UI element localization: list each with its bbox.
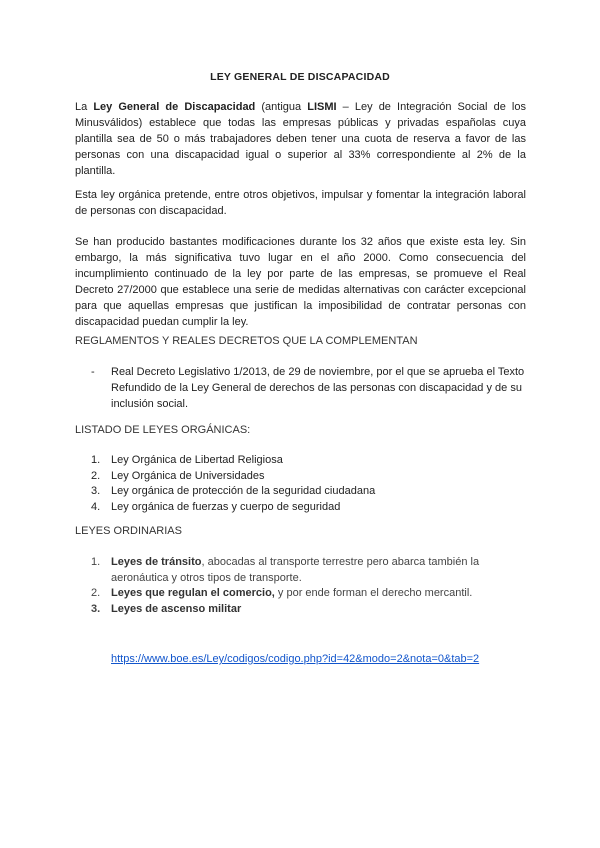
list-item-text: Ley orgánica de fuerzas y cuerpo de seguridad — [111, 500, 341, 513]
list-item — [75, 469, 526, 485]
list-number: 1. — [91, 454, 101, 466]
bold-term: Leyes que regulan el comercio, — [111, 587, 275, 599]
list-number: 4. — [91, 500, 101, 513]
list-item-text: Ley Orgánica de Libertad Religiosa — [111, 454, 283, 466]
bold-term: Leyes de tránsito — [111, 556, 202, 568]
list-item — [75, 586, 505, 602]
section-heading-reglamentos: REGLAMENTOS Y REALES DECRETOS QUE LA COMPLEMENTAN — [75, 335, 418, 347]
text: – Ley de Integración Social de los Minusválidos) establece que todas las empresas públicas y privadas españolas cuya plantilla sea de 50 o más trabajadores deben tener una cuota de reserva a favor de las personas con una discapacidad igual o superior al 33% correspondiente al 2% de la plantilla. — [75, 101, 526, 177]
list-item-text: Real Decreto Legislativo 1/2013, de 29 de noviembre, por el que se aprueba el Texto Refundido de la Ley General de derechos de las personas con discapacidad y de su inclusión social. — [111, 366, 525, 410]
list-number: 3. — [91, 602, 101, 615]
dash-marker: - — [91, 366, 95, 378]
modifications-paragraph: Se han producido bastantes modificaciones durante los 32 años que existe esta ley. Sin embargo, la más significativa tuvo lugar en el año 2000. Como consecuencia del incumplimiento continuado de la ley por parte de las empresas, se promueve el Real Decreto 27/2000 que establece una serie de medidas alternativas con carácter excepcional para que aquellas empresas que justifican la imposibilidad de contratar personas con discapacidad puedan cumplir la ley. — [75, 236, 526, 328]
list-number: 2. — [91, 469, 101, 482]
organicas-list — [75, 453, 526, 515]
text: La — [75, 101, 94, 113]
list-item — [75, 555, 505, 586]
list-item — [75, 484, 526, 500]
list-item-text: y por ende forman el derecho mercantil. — [274, 587, 473, 599]
bold-term: Leyes de ascenso militar — [111, 602, 242, 615]
bold-law-name: Ley General de Discapacidad — [93, 101, 256, 113]
list-item-text: Ley orgánica de protección de la seguridad ciudadana — [111, 485, 376, 497]
list-number: 1. — [91, 556, 101, 568]
decree-list — [75, 364, 526, 412]
list-item — [75, 602, 505, 618]
section-heading-ordinarias: LEYES ORDINARIAS — [75, 525, 182, 537]
list-item-text: , abocadas al transporte terrestre pero abarca también la aeronáutica y otros tipos de transporte. — [111, 556, 480, 584]
list-number: 2. — [91, 587, 101, 599]
ordinarias-list — [75, 555, 505, 617]
list-item — [75, 364, 526, 412]
list-item-text: Ley Orgánica de Universidades — [111, 469, 265, 482]
objective-paragraph: Esta ley orgánica pretende, entre otros objetivos, impulsar y fomentar la integración laboral de personas con discapacidad. — [75, 189, 526, 217]
boe-link[interactable]: https://www.boe.es/Ley/codigos/codigo.php?id=42&modo=2&nota=0&tab=2 — [111, 653, 480, 665]
document-title: LEY GENERAL DE DISCAPACIDAD — [210, 71, 390, 83]
section-heading-organicas: LISTADO DE LEYES ORGÁNICAS: — [75, 424, 251, 436]
bold-lismi: LISMI — [307, 101, 337, 113]
text: (antigua — [255, 101, 308, 113]
list-number: 3. — [91, 485, 101, 497]
list-item — [75, 453, 526, 469]
list-item — [75, 500, 526, 516]
intro-paragraph — [75, 99, 526, 179]
